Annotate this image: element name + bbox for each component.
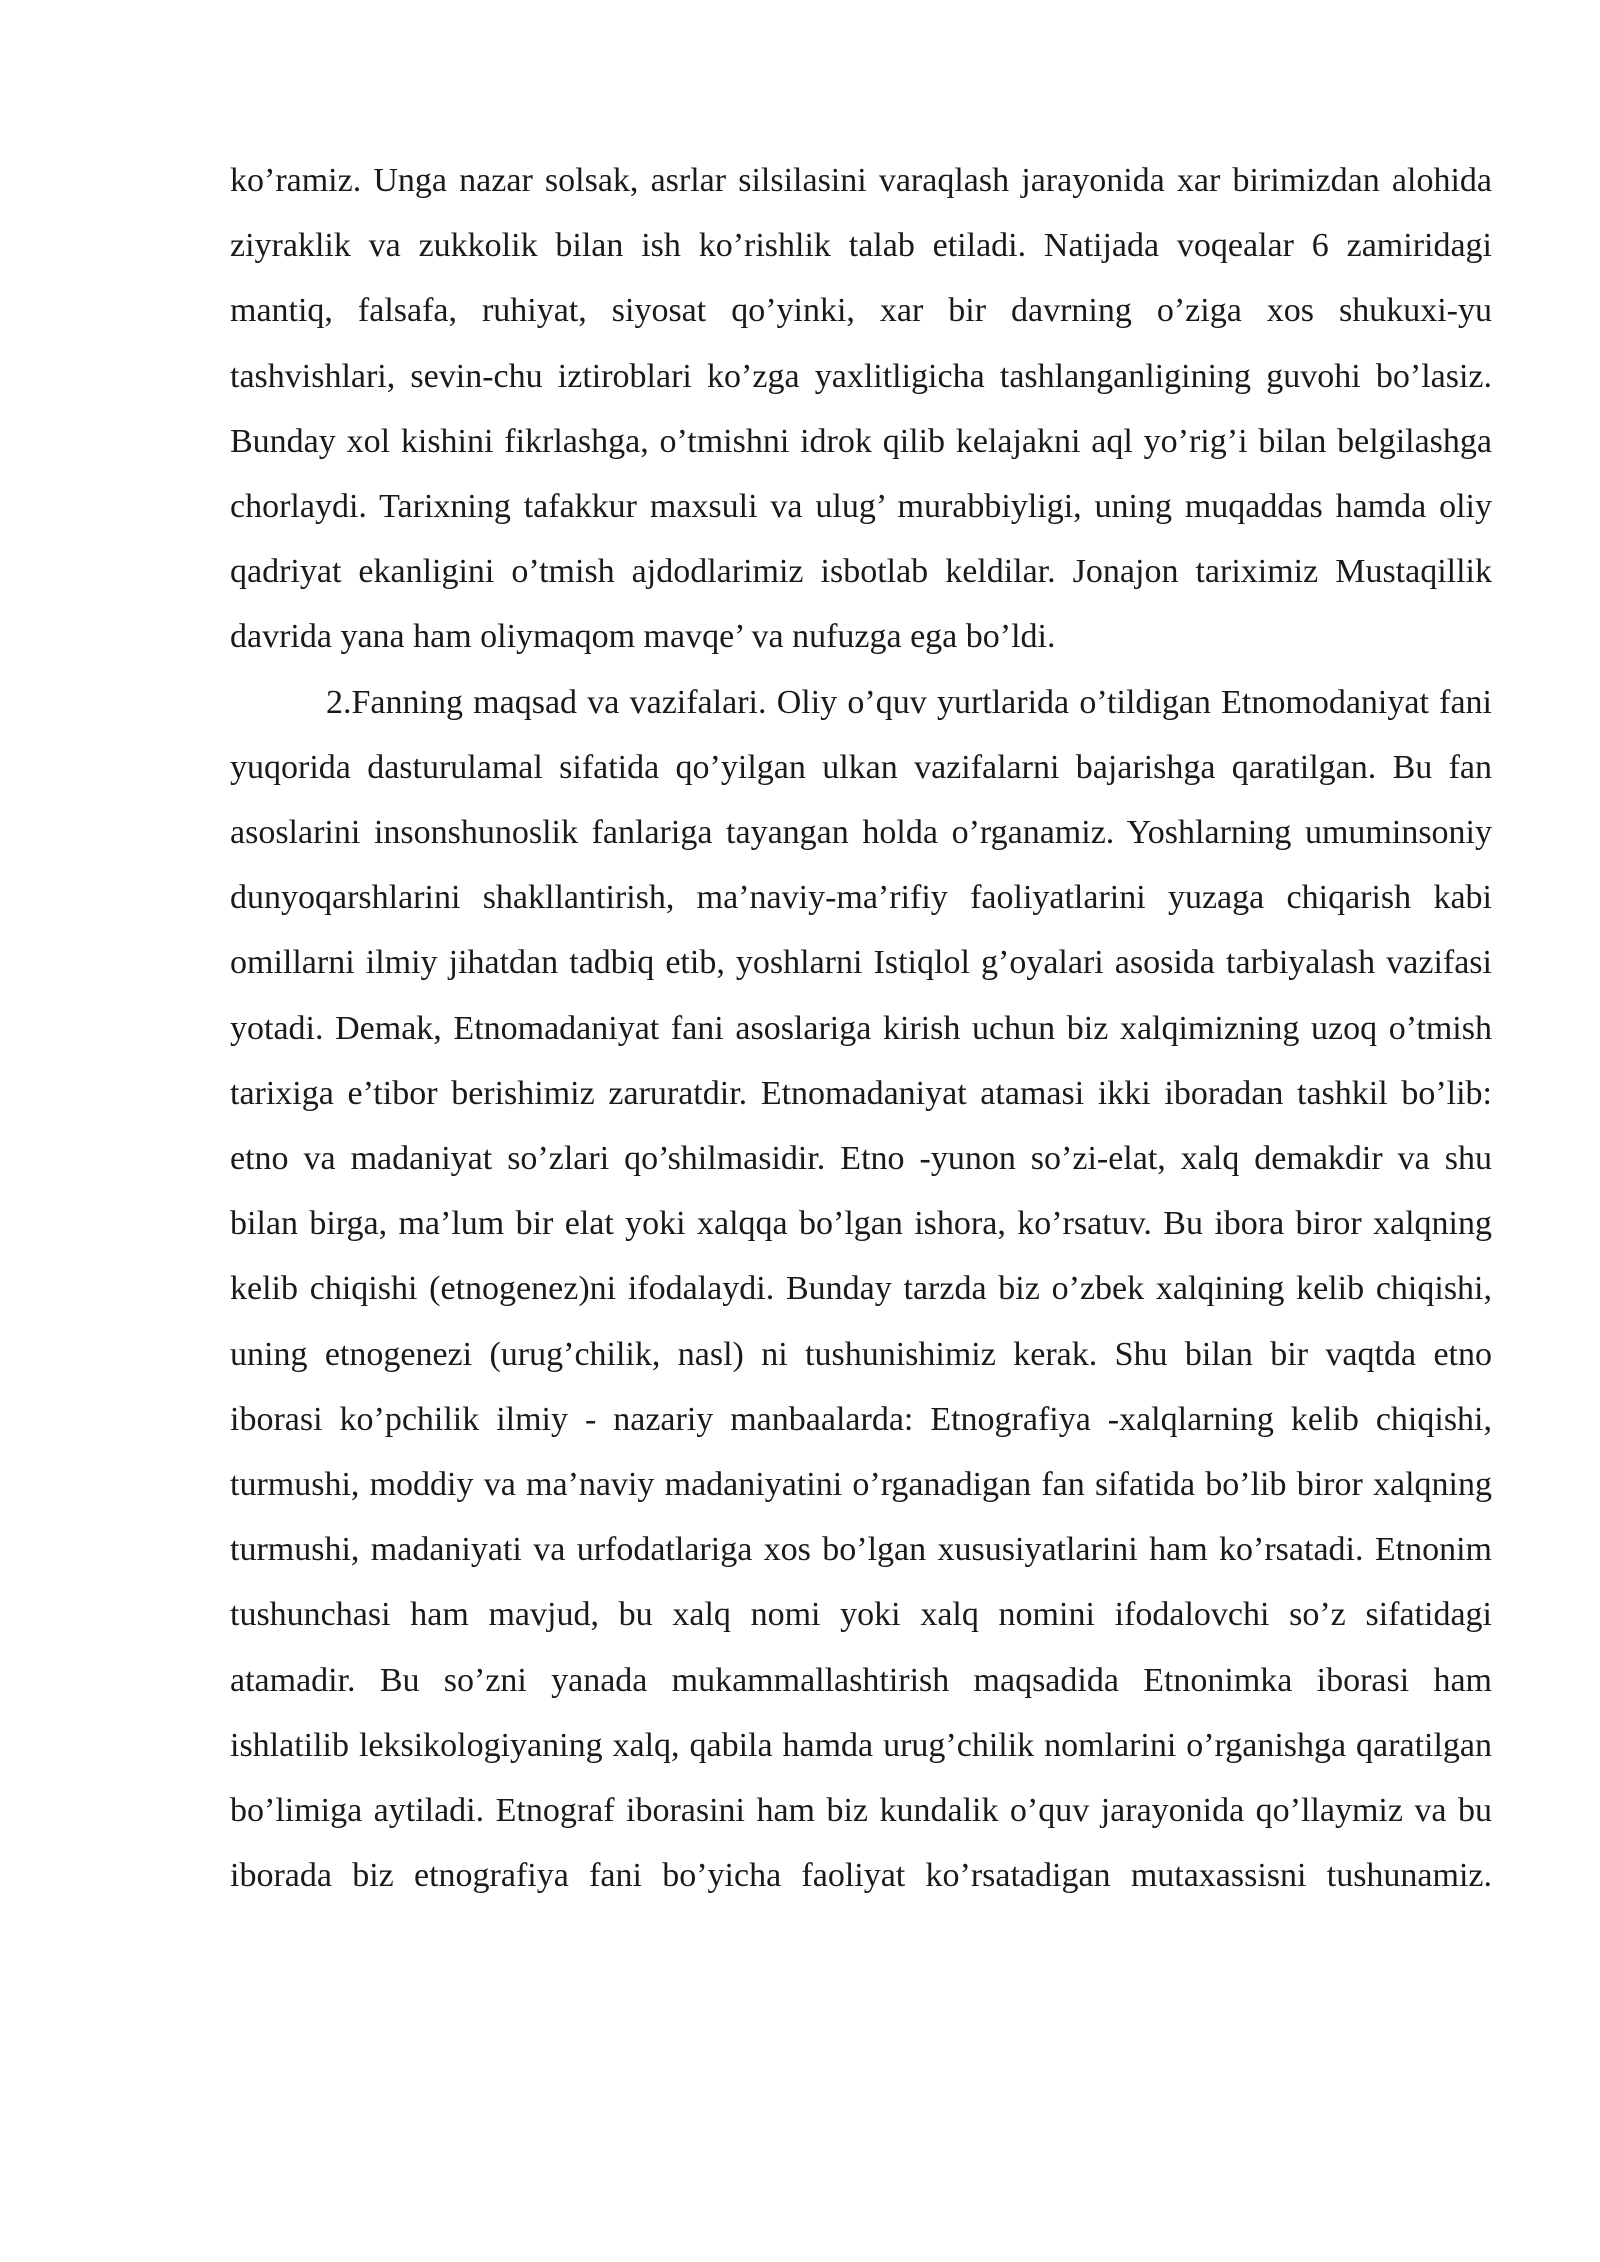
paragraph-goals-and-tasks: 2.Fanning maqsad va vazifalari. Oliy o’quv yurtlarida o’tildigan Etnomodaniyat fani yuqorida dasturulamal sifatida qo’yilgan ulkan vazifalarni bajarishga qaratilgan. Bu fan asoslarini insonshunoslik fanlariga tayangan holda o’rganamiz. Yoshlarning umuminsoniy dunyoqarshlarini shakllantirish, ma’naviy-ma’rifiy faoliyatlarini yuzaga chiqarish kabi omillarni ilmiy jihatdan tadbiq etib, yoshlarni Istiqlol g’oyalari asosida tarbiyalash vazifasi yotadi. Demak, Etnomadaniyat fani asoslariga kirish uchun biz xalqimizning uzoq o’tmish tarixiga e’tibor berishimiz zaruratdir. Etnomadaniyat atamasi ikki iboradan tashkil bo’lib: etno va madaniyat so’zlari qo’shilmasidir. Etno -yunon so’zi-elat, xalq demakdir va shu bilan birga, ma’lum bir elat yoki xalqqa bo’lgan ishora, ko’rsatuv. Bu ibora biror xalqning kelib chiqishi (etnogenez)ni ifodalaydi. Bunday tarzda biz o’zbek xalqining kelib chiqishi, uning etnogenezi (urug’chilik, nasl) ni tushunishimiz kerak. Shu bilan bir vaqtda etno iborasi ko’pchilik ilmiy - nazariy manbaalarda: Etnografiya -xalqlarning kelib chiqishi, turmushi, moddiy va ma’naviy madaniyatini o’rganadigan fan sifatida bo’lib biror xalqning turmushi, madaniyati va urfodatlariga xos bo’lgan xususiyatlarini ham ko’rsatadi. Etnonim tushunchasi ham mavjud, bu xalq nomi yoki xalq nomini ifodalovchi so’z sifatidagi atamadir. Bu so’zni yanada mukammallashtirish maqsadida Etnonimka iborasi ham ishlatilib leksikologiyaning xalq, qabila hamda urug’chilik nomlarini o’rganishga qaratilgan bo’limiga aytiladi. Etnograf iborasini ham biz kundalik o’quv jarayonida qo’llaymiz va bu iborada biz etnografiya fani bo’yicha faoliyat ko’rsatadigan mutaxassisni tushunamiz.: [230, 683, 1492, 1895]
paragraph-intro: ko’ramiz. Unga nazar solsak, asrlar silsilasini varaqlash jarayonida xar birimizdan alohida ziyraklik va zukkolik bilan ish ko’rishlik talab etiladi. Natijada voqealar 6 zamiridagi mantiq, falsafa, ruhiyat, siyosat qo’yinki, xar bir davrning o’ziga xos shukuxi-yu tashvishlari, sevin-chu iztiroblari ko’zga yaxlitligicha tashlanganligining guvohi bo’lasiz. Bunday xol kishini fikrlashga, o’tmishni idrok qilib kelajakni aql yo’rig’i bilan belgilashga chorlaydi. Tarixning tafakkur maxsuli va ulug’ murabbiyligi, uning muqaddas hamda oliy qadriyat ekanligini o’tmish ajdodlarimiz isbotlab keldilar. Jonajon tariximiz Mustaqillik davrida yana ham oliymaqom mavqe’ va nufuzga ega bo’ldi.: [230, 162, 1492, 656]
document-body: [230, 148, 1492, 1908]
